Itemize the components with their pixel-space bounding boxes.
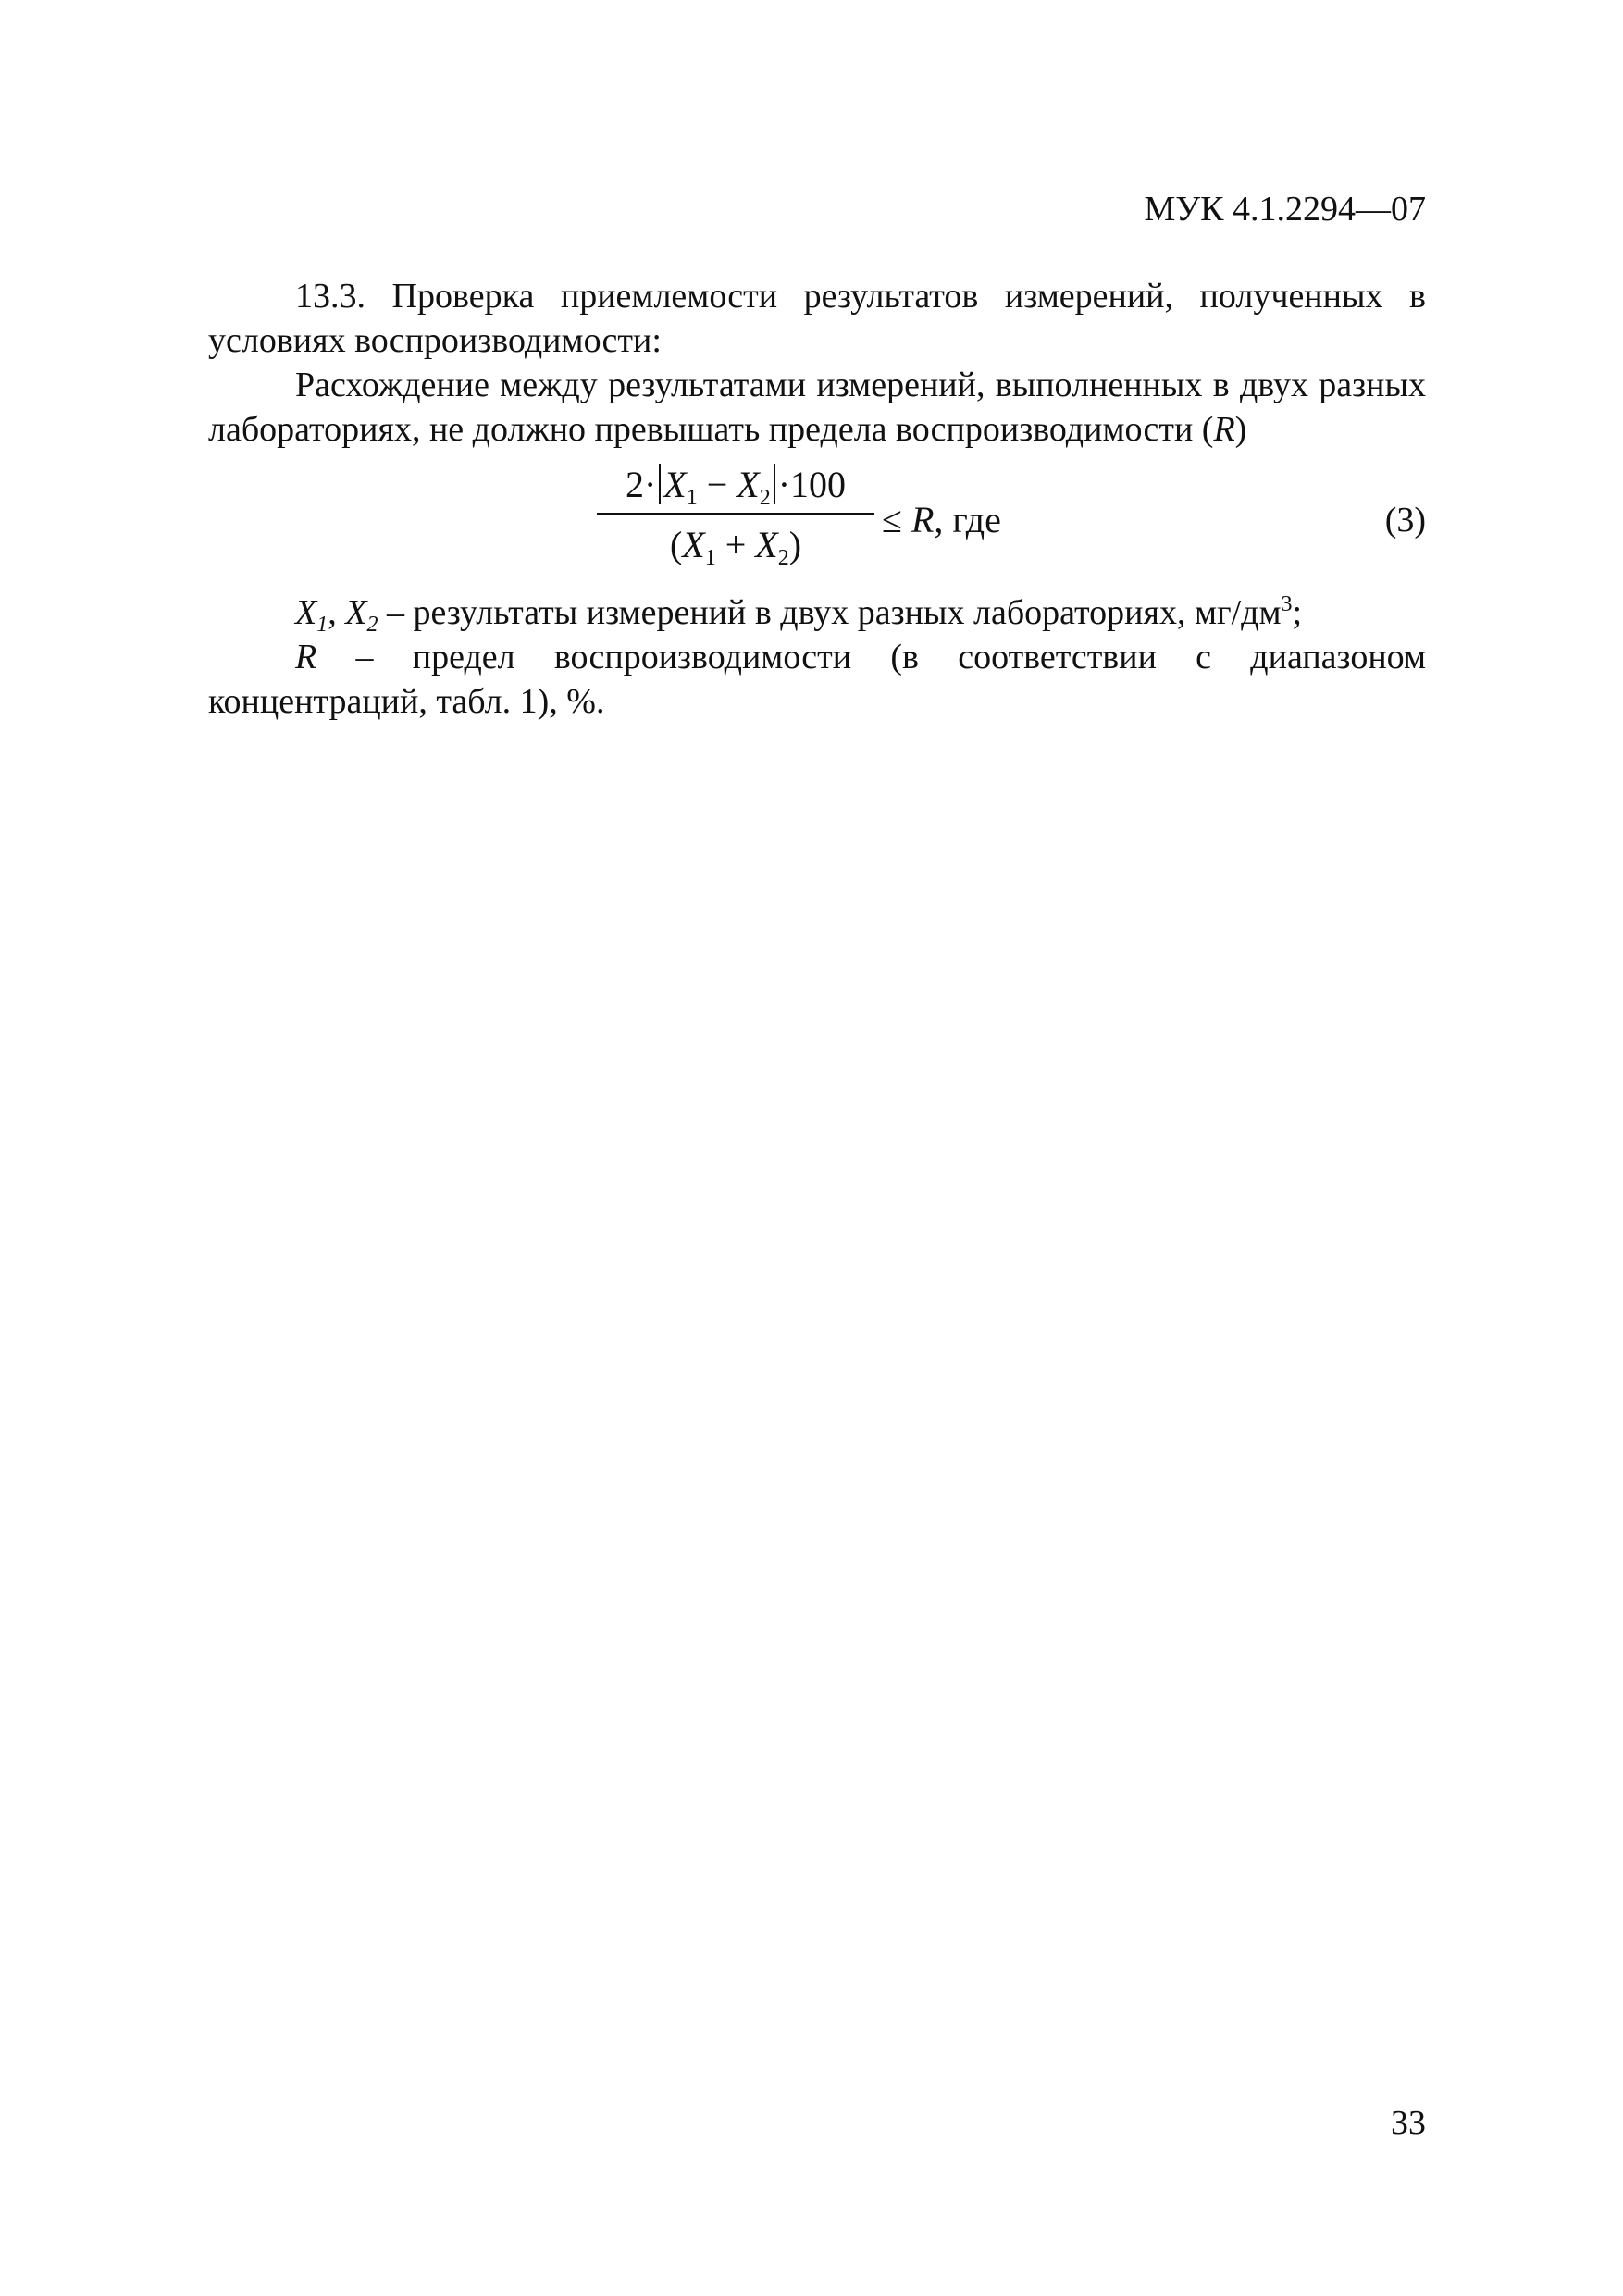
formula-rhs-r: R [911,499,935,540]
definition-x: $X_1$, $X_2$ – результаты измерений в двух разных лабораториях, $мг/дм^3$; [295,592,1303,637]
formula-numerator: $2\cdot X_1 - X_2 \cdot 100$ [625,464,847,510]
intro-text: Расхождение между результатами измерений, выполненных в двух разных лабораториях, не должно превышать предела воспроизводимости ( [208,366,1426,449]
intro-close: ) [1234,410,1247,449]
reproducibility-intro [208,363,1426,452]
fraction-line [597,513,874,515]
abs-bar-left [659,464,661,504]
formula-relation: ≤ R, где [882,499,1001,540]
page-body [208,274,1426,724]
equation-number: (3) [1384,501,1426,540]
formula-suffix: , где [934,499,1001,540]
formula-denominator: $(X_1 + X_2)$ [669,524,802,570]
formula-fraction [597,459,874,571]
document-code-header: МУК 4.1.2294—07 [1144,190,1426,229]
formula-3 [208,459,1426,585]
section-heading: 13.3. Проверка приемлемости результатов измерений, полученных в условиях воспроизводимости: [208,277,1426,360]
definition-r: R – предел воспроизводимости (в соответствии с диапазоном концентраций, табл. 1), %. [208,638,1426,721]
page-number: 33 [1391,2104,1426,2142]
intro-variable-r: R [1213,410,1235,449]
abs-bar-right [774,464,775,504]
